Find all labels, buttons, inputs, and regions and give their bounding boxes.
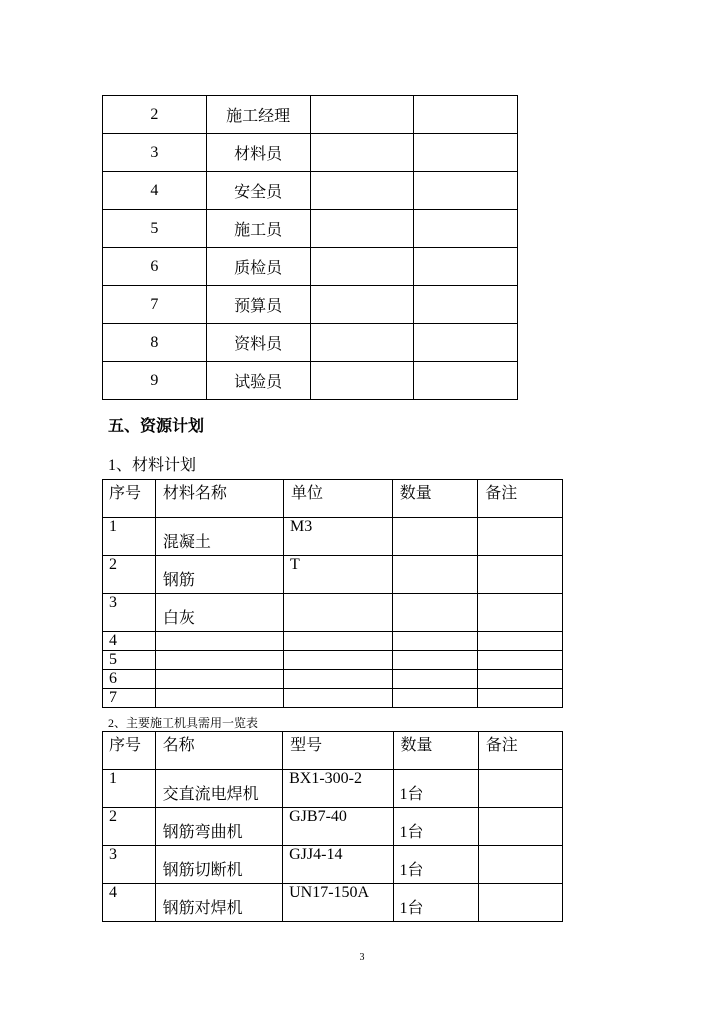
empty-cell <box>414 362 518 400</box>
quantity-number: 1 <box>399 786 408 803</box>
role-cell: 预算员 <box>206 286 310 324</box>
empty-cell <box>414 96 518 134</box>
header-cell: 序号 <box>103 480 156 518</box>
table-row <box>103 96 518 134</box>
empty-cell <box>414 210 518 248</box>
machine-list-title-num: 2 <box>108 716 114 730</box>
machine-name-cell <box>155 846 282 884</box>
table-row <box>103 594 563 632</box>
quantity-value <box>400 781 424 804</box>
role-cell: 质检员 <box>206 248 310 286</box>
header-cell: 材料名称 <box>155 480 283 518</box>
unit-cell <box>284 651 393 670</box>
quantity-cell <box>392 689 478 708</box>
empty-cell <box>310 362 414 400</box>
model-cell <box>283 808 393 846</box>
empty-cell <box>414 172 518 210</box>
header-cell: 序号 <box>103 732 156 770</box>
machine-name: 交直流电焊机 <box>162 784 259 803</box>
machine-name: 钢筋切断机 <box>162 860 243 879</box>
table-row <box>103 808 563 846</box>
row-number-cell: 9 <box>103 362 207 400</box>
row-number: 4 <box>109 632 117 649</box>
machine-list-title-text: 、主要施工机具需用一览表 <box>114 716 259 730</box>
row-number: 2 <box>109 808 117 825</box>
machine-name-cell <box>155 808 282 846</box>
remark-cell <box>478 689 563 708</box>
material-name-cell <box>155 651 283 670</box>
table-row <box>103 651 563 670</box>
unit-cell <box>284 556 393 594</box>
header-cell: 型号 <box>283 732 393 770</box>
remark-cell <box>478 651 563 670</box>
row-number-cell <box>103 846 156 884</box>
machine-name-cell <box>155 770 282 808</box>
row-number-cell <box>103 518 156 556</box>
material-name-cell <box>155 518 283 556</box>
model-cell <box>283 770 393 808</box>
quantity-unit: 台 <box>407 898 424 917</box>
role-cell: 安全员 <box>206 172 310 210</box>
unit-cell <box>284 689 393 708</box>
material-name-cell <box>155 556 283 594</box>
material-plan-table <box>102 479 563 708</box>
row-number-cell: 8 <box>103 324 207 362</box>
model-value: UN17-150A <box>289 884 370 901</box>
unit-value: T <box>290 556 300 573</box>
table-row <box>103 518 563 556</box>
table-row <box>103 632 563 651</box>
material-name-cell <box>155 670 283 689</box>
row-number: 5 <box>109 651 117 668</box>
row-number: 7 <box>109 689 117 706</box>
empty-cell <box>310 134 414 172</box>
quantity-cell <box>393 884 478 922</box>
unit-value: M3 <box>290 518 313 535</box>
model-cell <box>283 846 393 884</box>
table-row <box>103 556 563 594</box>
quantity-cell <box>392 594 478 632</box>
row-number-cell <box>103 632 156 651</box>
quantity-number: 1 <box>399 862 408 879</box>
table-row <box>103 846 563 884</box>
machine-name: 钢筋弯曲机 <box>162 822 243 841</box>
unit-cell <box>284 632 393 651</box>
header-cell: 备注 <box>478 732 562 770</box>
page-number: 3 <box>359 952 365 963</box>
row-number-cell <box>103 670 156 689</box>
header-cell: 名称 <box>155 732 282 770</box>
quantity-cell <box>392 556 478 594</box>
role-cell: 施工经理 <box>206 96 310 134</box>
quantity-unit: 台 <box>407 860 424 879</box>
table-row <box>103 670 563 689</box>
header-row <box>103 732 563 770</box>
remark-cell <box>478 556 563 594</box>
quantity-cell <box>393 846 478 884</box>
table-row <box>103 770 563 808</box>
quantity-value <box>400 895 424 918</box>
row-number-cell <box>103 884 156 922</box>
header-cell: 数量 <box>393 732 478 770</box>
empty-cell <box>310 172 414 210</box>
table-row <box>103 134 518 172</box>
row-number: 3 <box>109 846 117 863</box>
remark-cell <box>478 594 563 632</box>
empty-cell <box>310 96 414 134</box>
role-cell: 资料员 <box>206 324 310 362</box>
material-name-cell <box>155 594 283 632</box>
empty-cell <box>310 248 414 286</box>
row-number-cell <box>103 808 156 846</box>
row-number: 4 <box>109 884 117 901</box>
row-number: 2 <box>109 556 117 573</box>
quantity-number: 1 <box>399 824 408 841</box>
row-number-cell: 7 <box>103 286 207 324</box>
quantity-cell <box>392 651 478 670</box>
row-number: 6 <box>109 670 117 687</box>
header-cell: 备注 <box>478 480 563 518</box>
material-name-cell <box>155 632 283 651</box>
remark-cell <box>478 884 562 922</box>
model-value: GJB7-40 <box>289 808 347 825</box>
row-number-cell: 6 <box>103 248 207 286</box>
material-plan-title <box>108 452 196 475</box>
row-number-cell <box>103 770 156 808</box>
empty-cell <box>414 134 518 172</box>
quantity-cell <box>392 518 478 556</box>
role-cell: 施工员 <box>206 210 310 248</box>
remark-cell <box>478 670 563 689</box>
quantity-cell <box>392 632 478 651</box>
quantity-unit: 台 <box>407 822 424 841</box>
material-name: 白灰 <box>162 608 195 627</box>
row-number: 1 <box>109 518 117 535</box>
role-cell: 试验员 <box>206 362 310 400</box>
material-plan-title-text: 、材料计划 <box>116 455 197 474</box>
row-number-cell <box>103 651 156 670</box>
remark-cell <box>478 808 562 846</box>
material-plan-title-num: 1 <box>108 457 116 474</box>
material-name: 钢筋 <box>162 570 195 589</box>
row-number-cell: 3 <box>103 134 207 172</box>
model-value: GJJ4-14 <box>289 846 343 863</box>
machine-name: 钢筋对焊机 <box>162 898 243 917</box>
remark-cell <box>478 846 562 884</box>
row-number-cell: 2 <box>103 96 207 134</box>
machine-list-title <box>108 714 258 731</box>
remark-cell <box>478 632 563 651</box>
remark-cell <box>478 770 562 808</box>
row-number-cell <box>103 594 156 632</box>
quantity-value <box>400 857 424 880</box>
empty-cell <box>310 286 414 324</box>
empty-cell <box>310 210 414 248</box>
machine-name-cell <box>155 884 282 922</box>
quantity-unit: 台 <box>407 784 424 803</box>
table-row <box>103 210 518 248</box>
section-heading: 五、资源计划 <box>108 416 205 435</box>
quantity-cell <box>392 670 478 689</box>
empty-cell <box>414 324 518 362</box>
remark-cell <box>478 518 563 556</box>
unit-cell <box>284 518 393 556</box>
empty-cell <box>310 324 414 362</box>
row-number-cell: 4 <box>103 172 207 210</box>
row-number-cell <box>103 689 156 708</box>
table-row <box>103 324 518 362</box>
role-cell: 材料员 <box>206 134 310 172</box>
model-cell <box>283 884 393 922</box>
unit-cell <box>284 670 393 689</box>
row-number: 1 <box>109 770 117 787</box>
empty-cell <box>414 286 518 324</box>
header-row <box>103 480 563 518</box>
table-row <box>103 286 518 324</box>
table-row <box>103 248 518 286</box>
personnel-table <box>102 95 518 400</box>
table-row <box>103 362 518 400</box>
header-cell: 数量 <box>392 480 478 518</box>
material-name: 混凝土 <box>162 532 211 551</box>
model-value: BX1-300-2 <box>289 770 362 787</box>
row-number-cell: 5 <box>103 210 207 248</box>
material-name-cell <box>155 689 283 708</box>
quantity-number: 1 <box>399 900 408 917</box>
quantity-cell <box>393 770 478 808</box>
row-number: 3 <box>109 594 117 611</box>
machine-list-table <box>102 731 563 922</box>
quantity-cell <box>393 808 478 846</box>
empty-cell <box>414 248 518 286</box>
table-row <box>103 172 518 210</box>
quantity-value <box>400 819 424 842</box>
row-number-cell <box>103 556 156 594</box>
unit-cell <box>284 594 393 632</box>
table-row <box>103 884 563 922</box>
header-cell: 单位 <box>284 480 393 518</box>
table-row <box>103 689 563 708</box>
